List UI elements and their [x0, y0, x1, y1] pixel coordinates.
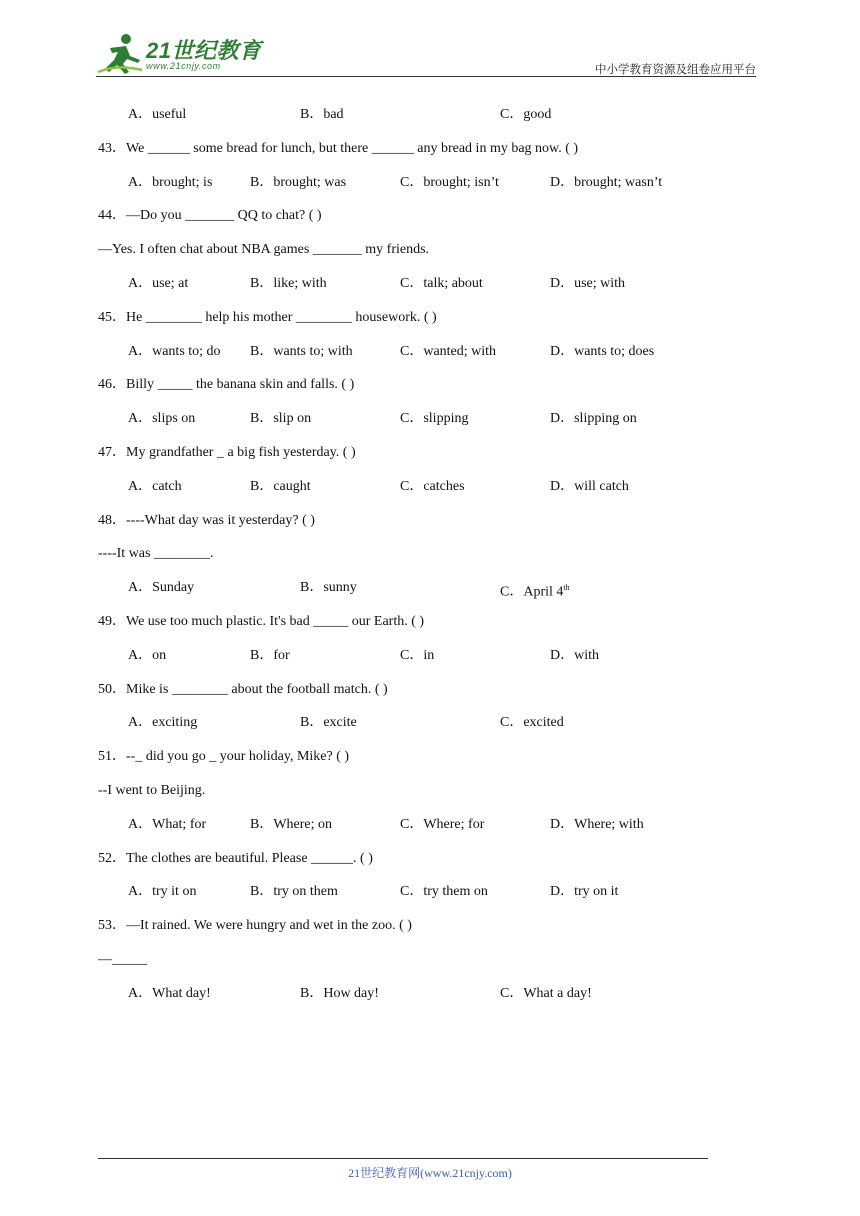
answer-option — [500, 712, 564, 734]
answer-option — [550, 172, 662, 194]
question-line: 47．My grandfather _ a big fish yesterday. ( ) — [98, 444, 356, 460]
answer-option — [550, 341, 654, 363]
answer-option — [550, 814, 644, 836]
answer-option-label: B．like; with — [250, 275, 327, 291]
answer-option-label: C．Where; for — [400, 816, 485, 832]
option-row — [98, 712, 738, 746]
answer-option — [250, 814, 332, 836]
answer-option-label: C．in — [400, 647, 435, 663]
answer-option — [250, 273, 327, 295]
answer-option-label: A．catch — [128, 478, 182, 494]
answer-option-label: A．slips on — [128, 411, 196, 427]
question-line: —_____ — [98, 951, 147, 967]
answer-option-label: D．with — [550, 647, 599, 663]
answer-option-label: A．Sunday — [128, 580, 195, 596]
answer-option — [550, 645, 599, 667]
option-row — [98, 104, 738, 138]
answer-option-label: A．try it on — [128, 884, 197, 900]
answer-option — [550, 476, 629, 498]
answer-option — [400, 645, 434, 667]
answer-option — [128, 273, 188, 295]
option-row — [98, 983, 738, 1017]
answer-option-label: B．brought; was — [250, 174, 347, 190]
answer-option-label: C．good — [500, 107, 552, 122]
answer-option-label: A．What day! — [128, 985, 211, 1001]
answer-option-label: C．catches — [400, 478, 465, 494]
question-line: 48．----What day was it yesterday? ( ) — [98, 512, 315, 528]
answer-option-label: A．exciting — [128, 715, 198, 731]
option-row — [98, 645, 738, 679]
question-line: 50．Mike is ________ about the football match. ( ) — [98, 681, 388, 697]
answer-option-label: C．What a day! — [500, 985, 592, 1001]
option-row — [98, 273, 738, 307]
question-line: 53．—It rained. We were hungry and wet in the zoo. ( ) — [98, 918, 412, 934]
answer-option — [400, 476, 465, 498]
answer-option — [500, 104, 551, 126]
answer-option — [550, 273, 625, 295]
answer-option — [250, 408, 311, 430]
answer-option — [500, 577, 570, 604]
option-row — [98, 476, 738, 510]
question-line: 43．We ______ some bread for lunch, but there ______ any bread in my bag now. ( ) — [98, 140, 579, 156]
question-line: 44．—Do you _______ QQ to chat? ( ) — [98, 208, 322, 224]
answer-option-label: A．wants to; do — [128, 343, 221, 359]
option-row — [98, 172, 738, 206]
question-line: 51．--_ did you go _ your holiday, Mike? ( ) — [98, 749, 350, 765]
answer-option-label: A．brought; is — [128, 174, 213, 190]
option-row — [98, 408, 738, 442]
question-line: 49．We use too much plastic. It's bad _____ our Earth. ( ) — [98, 613, 425, 629]
logo-text: 21世纪教育 — [146, 38, 262, 63]
answer-option-label: B．slip on — [250, 411, 312, 427]
answer-option — [250, 172, 346, 194]
runner-logo-icon — [96, 32, 144, 76]
question-line: 52．The clothes are beautiful. Please ______. ( ) — [98, 850, 373, 866]
answer-option-label: C．excited — [500, 715, 564, 731]
option-row — [98, 814, 738, 848]
answer-option-label: B．Where; on — [250, 816, 333, 832]
answer-option-label: B．wants to; with — [250, 343, 353, 359]
option-row — [98, 341, 738, 375]
answer-option — [300, 577, 357, 599]
logo-url: www.21cnjy.com — [146, 61, 221, 71]
header-divider — [96, 76, 756, 77]
answer-option-label: D．will catch — [550, 478, 629, 494]
question-line: 45．He ________ help his mother ________ housework. ( ) — [98, 309, 437, 325]
answer-option-label: B．excite — [300, 715, 357, 731]
answer-option — [400, 172, 499, 194]
answer-option — [300, 983, 379, 1005]
answer-option — [500, 983, 592, 1005]
answer-option — [128, 814, 206, 836]
answer-option — [128, 341, 221, 363]
answer-option — [400, 273, 483, 295]
logo — [96, 32, 271, 76]
answer-option-label: B．bad — [300, 107, 344, 122]
ordinal-superscript: th — [563, 583, 570, 593]
answer-option — [250, 476, 311, 498]
answer-option — [400, 408, 468, 430]
answer-option-label: A．What; for — [128, 816, 207, 832]
answer-option-label: C．brought; isn’t — [400, 174, 499, 190]
answer-option — [128, 712, 197, 734]
answer-option — [128, 983, 211, 1005]
answer-option-label: D．try on it — [550, 884, 619, 900]
answer-option-label: B．How day! — [300, 985, 379, 1001]
header-platform-text: 中小学教育资源及组卷应用平台 — [595, 62, 756, 76]
answer-option-label: B．for — [250, 647, 290, 663]
question-line: 46．Billy _____ the banana skin and falls. ( ) — [98, 377, 355, 393]
footer-divider — [98, 1158, 708, 1159]
answer-option — [550, 408, 637, 430]
answer-option-label: B．try on them — [250, 884, 338, 900]
answer-option — [128, 104, 186, 126]
answer-option-label: C．talk; about — [400, 275, 483, 291]
answer-option — [400, 881, 488, 903]
answer-option — [400, 814, 484, 836]
answer-option-label: D．slipping on — [550, 411, 637, 427]
answer-option — [128, 408, 195, 430]
answer-option — [128, 645, 166, 667]
answer-option-label: D．Where; with — [550, 816, 644, 832]
answer-option — [250, 341, 353, 363]
answer-option-label: A．on — [128, 647, 167, 663]
answer-option-label: C．April 4 — [500, 584, 564, 600]
answer-option-label: A．useful — [128, 107, 187, 122]
page-header — [96, 28, 756, 76]
answer-option — [128, 881, 196, 903]
answer-option — [128, 577, 194, 599]
answer-option-label: C．slipping — [400, 411, 469, 427]
answer-option — [250, 881, 338, 903]
answer-option-label: B．caught — [250, 478, 311, 494]
answer-option — [250, 645, 290, 667]
answer-option-label: A．use; at — [128, 275, 189, 291]
answer-option — [128, 476, 182, 498]
answer-option-label: C．try them on — [400, 884, 488, 900]
answer-option-label: D．use; with — [550, 275, 626, 291]
question-list — [98, 104, 738, 1017]
answer-option-label: D．brought; wasn’t — [550, 174, 663, 190]
option-row — [98, 577, 738, 611]
answer-option — [550, 881, 618, 903]
question-line: —Yes. I often chat about NBA games _______ my friends. — [98, 242, 430, 258]
answer-option — [128, 172, 212, 194]
answer-option — [300, 104, 344, 126]
page-footer: 21世纪教育网(www.21cnjy.com) — [348, 1166, 512, 1180]
answer-option-label: D．wants to; does — [550, 343, 655, 359]
question-line: --I went to Beijing. — [98, 782, 206, 798]
option-row — [98, 881, 738, 915]
answer-option — [400, 341, 496, 363]
question-line: ----It was ________. — [98, 546, 214, 562]
answer-option — [300, 712, 357, 734]
answer-option-label: C．wanted; with — [400, 343, 497, 359]
answer-option-label: B．sunny — [300, 580, 357, 596]
